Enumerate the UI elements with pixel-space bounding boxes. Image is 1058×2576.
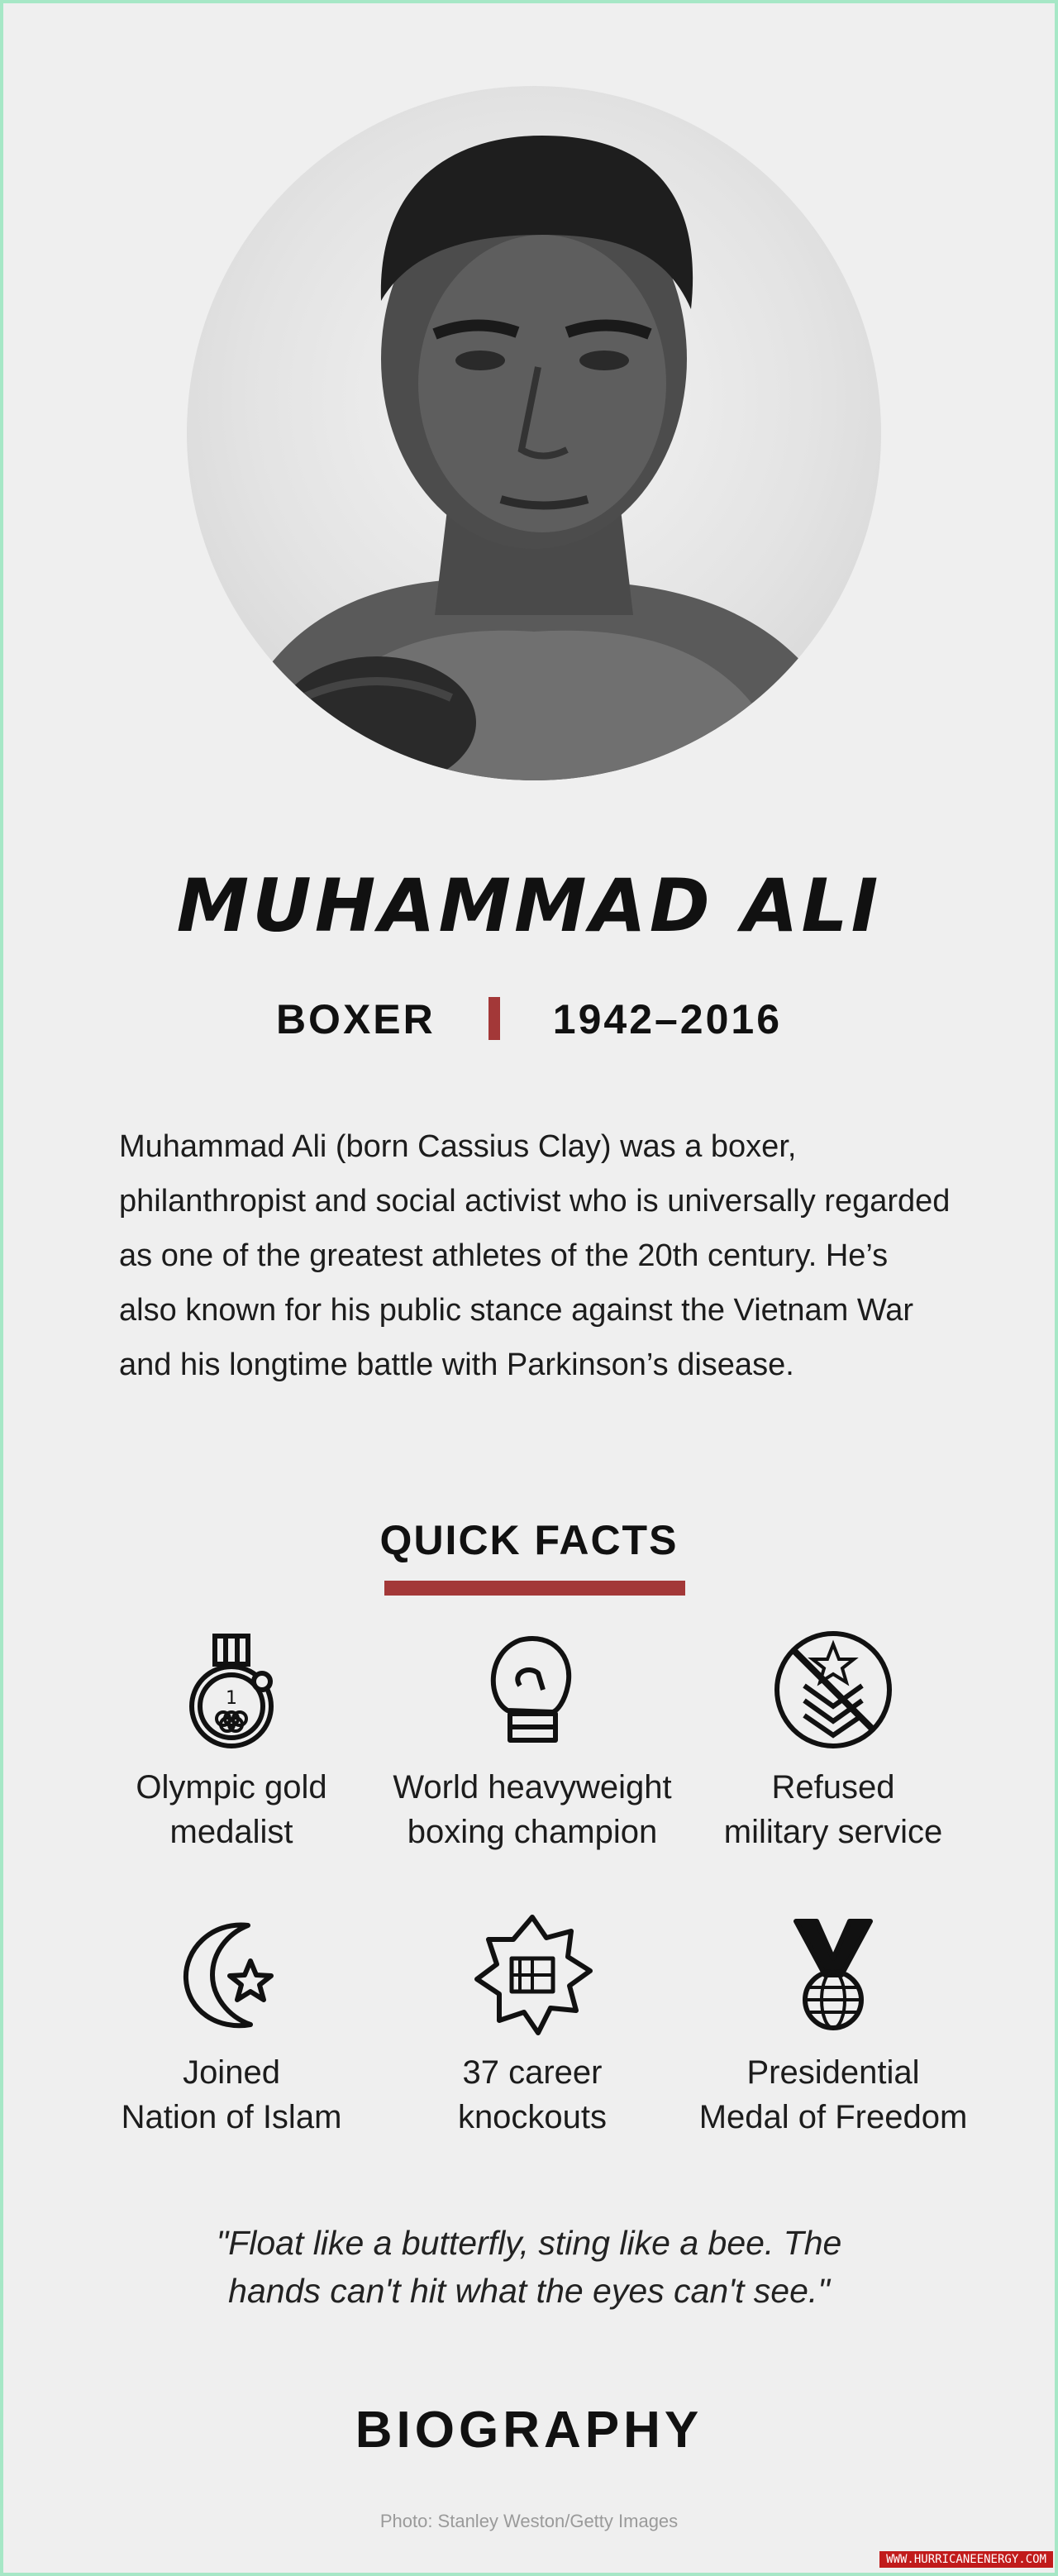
- photo-credit: Photo: Stanley Weston/Getty Images: [379, 2511, 679, 2531]
- website-watermark: WWW.HURRICANEENERGY.COM: [879, 2551, 1053, 2568]
- fact-label-line1: World heavyweight: [393, 1769, 672, 1806]
- fact-heavyweight-champion: [367, 1628, 698, 1854]
- quick-facts-underline: [384, 1581, 685, 1596]
- fact-label-line2: Nation of Islam: [121, 2099, 342, 2135]
- biography-logo: BIOGRAPHY: [355, 2402, 703, 2459]
- fact-label-line2: medalist: [169, 1814, 293, 1850]
- fact-label-line2: military service: [723, 1814, 943, 1850]
- fact-olympic-gold: [66, 1628, 397, 1854]
- fact-nation-of-islam: [66, 1913, 397, 2140]
- fact-label-line1: Refused: [771, 1769, 895, 1806]
- no-military-icon: [771, 1628, 895, 1752]
- fact-career-knockouts: [367, 1913, 698, 2140]
- infographic-card: [3, 3, 1055, 2573]
- fact-label-line2: Medal of Freedom: [698, 2099, 968, 2135]
- occupation-label: BOXER: [275, 996, 436, 1042]
- fact-label-line1: Joined: [183, 2054, 280, 2091]
- occupation-years: [3, 995, 1055, 1043]
- fact-label-line1: 37 career: [462, 2054, 603, 2091]
- fact-label-line2: knockouts: [457, 2099, 608, 2135]
- lifespan-years: 1942–2016: [552, 996, 783, 1042]
- crescent-star-icon: [169, 1913, 293, 2037]
- portrait-illustration: [187, 86, 881, 780]
- olympic-medal-icon: [169, 1628, 293, 1752]
- boxing-glove-icon: [470, 1628, 594, 1752]
- svg-text:1: 1: [226, 1688, 237, 1709]
- fact-refused-military: [668, 1628, 998, 1854]
- portrait-photo: [187, 86, 881, 780]
- fact-label-line1: Olympic gold: [136, 1769, 327, 1806]
- quick-facts-title: QUICK FACTS: [379, 1517, 679, 1563]
- famous-quote: [3, 2219, 1055, 2315]
- fact-label-line1: Presidential: [746, 2054, 920, 2091]
- fact-presidential-medal: [668, 1913, 998, 2140]
- person-name: MUHAMMAD ALI: [176, 863, 882, 948]
- knockout-burst-icon: [470, 1913, 594, 2037]
- red-divider: [488, 997, 500, 1040]
- fact-label-line2: boxing champion: [407, 1814, 658, 1850]
- presidential-medal-icon: [771, 1913, 895, 2037]
- quote-line1: "Float like a butterfly, sting like a bee. The: [216, 2224, 842, 2262]
- biography-paragraph: Muhammad Ali (born Cassius Clay) was a boxer, philanthropist and social activist who is universally regarded as one of the greatest athletes of the 20th century. He’s also known for his public stance against the Vietnam War and his longtime battle with Parkinson’s disease.: [119, 1129, 951, 1382]
- quote-line2: hands can't hit what the eyes can't see.": [228, 2272, 830, 2310]
